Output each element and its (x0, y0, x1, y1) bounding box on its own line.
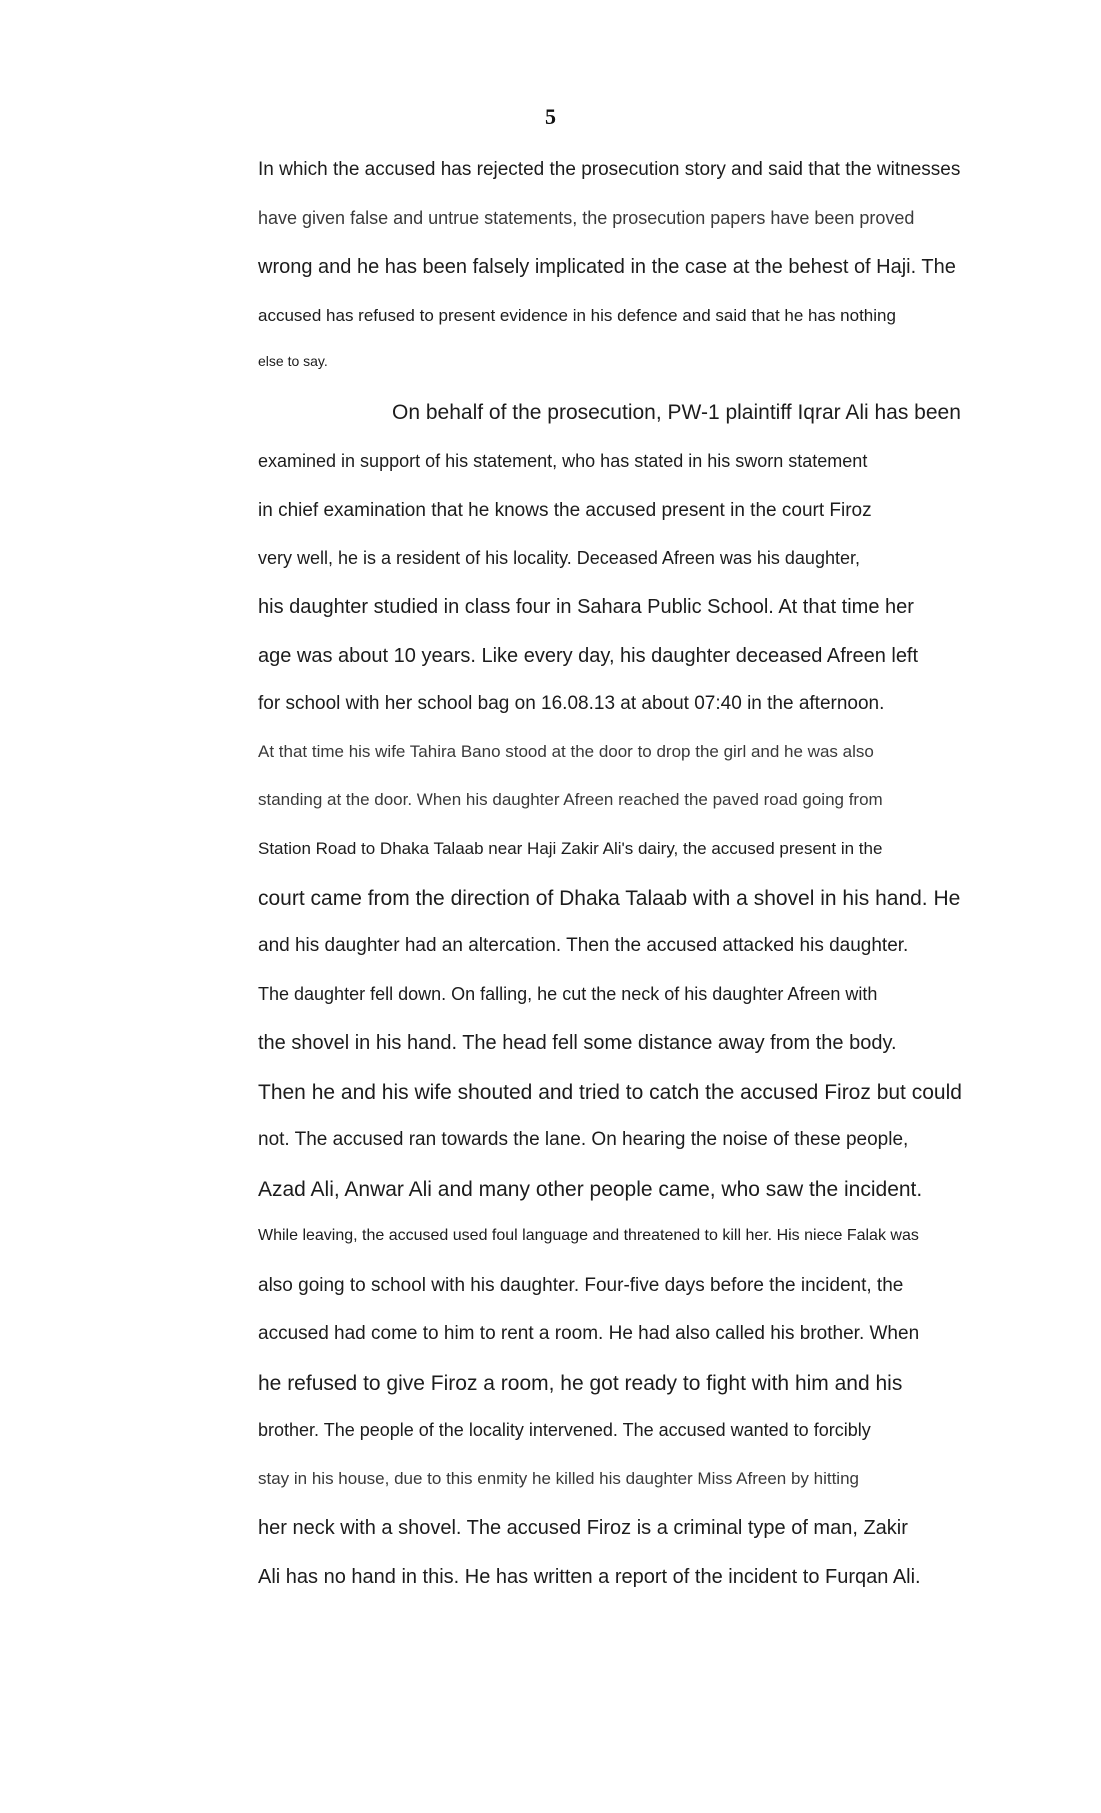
text-line: brother. The people of the locality intervened. The accused wanted to forcibly (258, 1420, 871, 1440)
text-line: very well, he is a resident of his locality. Deceased Afreen was his daughter, (258, 548, 860, 568)
text-line: examined in support of his statement, who has stated in his sworn statement (258, 451, 868, 471)
text-line: Ali has no hand in this. He has written a report of the incident to Furqan Ali. (258, 1566, 921, 1588)
text-line: have given false and untrue statements, the prosecution papers have been proved (258, 208, 915, 228)
text-line: The daughter fell down. On falling, he cut the neck of his daughter Afreen with (258, 984, 878, 1004)
page-number: 5 (545, 104, 556, 129)
text-line: While leaving, the accused used foul language and threatened to kill her. His niece Falak was (258, 1227, 919, 1244)
text-line: stay in his house, due to this enmity he killed his daughter Miss Afreen by hitting (258, 1469, 859, 1488)
text-line: her neck with a shovel. The accused Firoz is a criminal type of man, Zakir (258, 1517, 908, 1539)
text-line: accused has refused to present evidence in his defence and said that he has nothing (258, 306, 896, 325)
text-line: in chief examination that he knows the accused present in the court Firoz (258, 500, 872, 521)
text-line: At that time his wife Tahira Bano stood at the door to drop the girl and he was also (258, 742, 874, 761)
text-line: On behalf of the prosecution, PW-1 plaintiff Iqrar Ali has been (392, 401, 961, 424)
text-line: he refused to give Firoz a room, he got ready to fight with him and his (258, 1372, 903, 1395)
text-line: court came from the direction of Dhaka Talaab with a shovel in his hand. He (258, 887, 961, 910)
text-line: else to say. (258, 353, 328, 369)
text-line: wrong and he has been falsely implicated in the case at the behest of Haji. The (258, 256, 956, 278)
text-line: the shovel in his hand. The head fell some distance away from the body. (258, 1032, 897, 1054)
text-line: Azad Ali, Anwar Ali and many other people came, who saw the incident. (258, 1178, 923, 1201)
text-line: age was about 10 years. Like every day, his daughter deceased Afreen left (258, 645, 919, 667)
text-line: Station Road to Dhaka Talaab near Haji Zakir Ali's dairy, the accused present in the (258, 839, 883, 858)
text-line: not. The accused ran towards the lane. On hearing the noise of these people, (258, 1129, 909, 1150)
text-line: for school with her school bag on 16.08.13 at about 07:40 in the afternoon. (258, 693, 885, 714)
text-line: standing at the door. When his daughter Afreen reached the paved road going from (258, 790, 883, 809)
text-line: Then he and his wife shouted and tried to catch the accused Firoz but could (258, 1081, 962, 1104)
text-line: his daughter studied in class four in Sahara Public School. At that time her (258, 596, 914, 618)
text-line: accused had come to him to rent a room. He had also called his brother. When (258, 1323, 920, 1344)
text-line: In which the accused has rejected the prosecution story and said that the witnesses (258, 159, 961, 180)
text-line: also going to school with his daughter. Four-five days before the incident, the (258, 1275, 904, 1296)
text-line: and his daughter had an altercation. Then the accused attacked his daughter. (258, 935, 909, 956)
